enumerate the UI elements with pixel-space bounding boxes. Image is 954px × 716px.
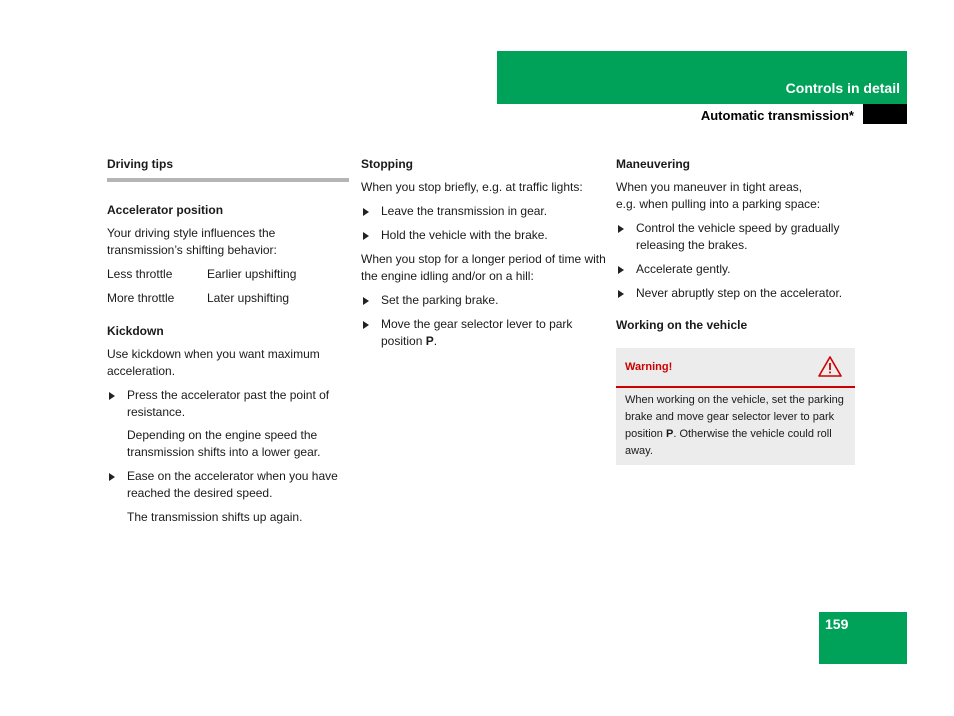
list-item	[107, 387, 349, 421]
header-marker	[863, 104, 907, 124]
bullet-arrow-icon	[109, 473, 115, 481]
stopping-intro-long: When you stop for a longer period of time with the engine idling and/or on a hill:	[361, 252, 606, 283]
bullet-text: Leave the transmission in gear.	[381, 204, 548, 218]
warning-header	[616, 348, 855, 388]
column-stopping	[361, 156, 606, 350]
kickdown-heading: Kickdown	[107, 324, 164, 338]
bullet-arrow-icon	[363, 297, 369, 305]
heading-rule	[107, 178, 349, 182]
bullet-arrow-icon	[109, 392, 115, 400]
warning-box	[616, 348, 855, 465]
list-item	[616, 261, 858, 278]
park-position-label: P	[665, 428, 674, 440]
list-item	[107, 468, 349, 502]
bullet-text: Hold the vehicle with the brake.	[381, 228, 548, 242]
bullet-text: Press the accelerator past the point of resistance.	[127, 388, 330, 419]
bullet-arrow-icon	[363, 232, 369, 240]
list-item	[361, 292, 606, 309]
bullet-arrow-icon	[618, 290, 624, 298]
accelerator-heading: Accelerator position	[107, 203, 224, 217]
list-item	[616, 220, 858, 254]
bullet-text: Ease on the accelerator when you have reached the desired speed.	[127, 469, 338, 500]
table-row	[107, 266, 349, 283]
list-item	[361, 203, 606, 220]
maneuvering-intro-2: e.g. when pulling into a parking space:	[616, 197, 821, 211]
stopping-intro: When you stop briefly, e.g. at traffic lights:	[361, 180, 583, 194]
column-maneuvering	[616, 156, 858, 334]
list-item	[361, 316, 606, 350]
throttle-cell: More throttle	[107, 291, 175, 305]
bullet-arrow-icon	[363, 321, 369, 329]
bullet-text-part: .	[433, 334, 438, 348]
driving-tips-heading: Driving tips	[107, 157, 174, 171]
bullet-note: Depending on the engine speed the transmission shifts into a lower gear.	[127, 428, 321, 459]
working-heading: Working on the vehicle	[616, 318, 748, 332]
header-band	[497, 51, 907, 104]
throttle-cell: Less throttle	[107, 267, 173, 281]
list-item	[616, 285, 858, 302]
shift-cell: Earlier upshifting	[207, 267, 297, 281]
warning-title: Warning!	[625, 361, 673, 373]
maneuvering-heading: Maneuvering	[616, 157, 691, 171]
table-row	[107, 290, 349, 307]
bullet-arrow-icon	[618, 225, 624, 233]
subsection-title: Automatic transmission*	[700, 108, 854, 123]
bullet-text: Set the parking brake.	[381, 293, 499, 307]
section-title: Controls in detail	[785, 80, 900, 96]
column-driving-tips	[107, 156, 349, 526]
warning-text	[616, 388, 855, 460]
bullet-note: The transmission shifts up again.	[127, 510, 303, 524]
accelerator-text: Your driving style influences the transmission’s shifting behavior:	[107, 226, 277, 257]
list-item	[361, 227, 606, 244]
park-position-label: P	[425, 334, 434, 348]
bullet-arrow-icon	[363, 208, 369, 216]
page-number: 159	[825, 616, 849, 632]
bullet-text: Never abruptly step on the accelerator.	[636, 286, 843, 300]
maneuvering-intro-1: When you maneuver in tight areas,	[616, 180, 803, 194]
warning-text-part: When working on the vehicle, set the parking brake and move gear selector lever to park position	[625, 394, 844, 440]
bullet-text-part: Move the gear selector lever to park position	[381, 317, 573, 348]
bullet-text: Accelerate gently.	[636, 262, 731, 276]
bullet-text: Control the vehicle speed by gradually releasing the brakes.	[636, 221, 840, 252]
shift-cell: Later upshifting	[207, 291, 290, 305]
stopping-heading: Stopping	[361, 157, 413, 171]
warning-triangle-icon	[818, 356, 842, 377]
kickdown-text: Use kickdown when you want maximum acceleration.	[107, 347, 320, 378]
warning-text-part: . Otherwise the vehicle could roll away.	[625, 428, 832, 457]
bullet-arrow-icon	[618, 266, 624, 274]
bullet-text	[381, 317, 572, 348]
